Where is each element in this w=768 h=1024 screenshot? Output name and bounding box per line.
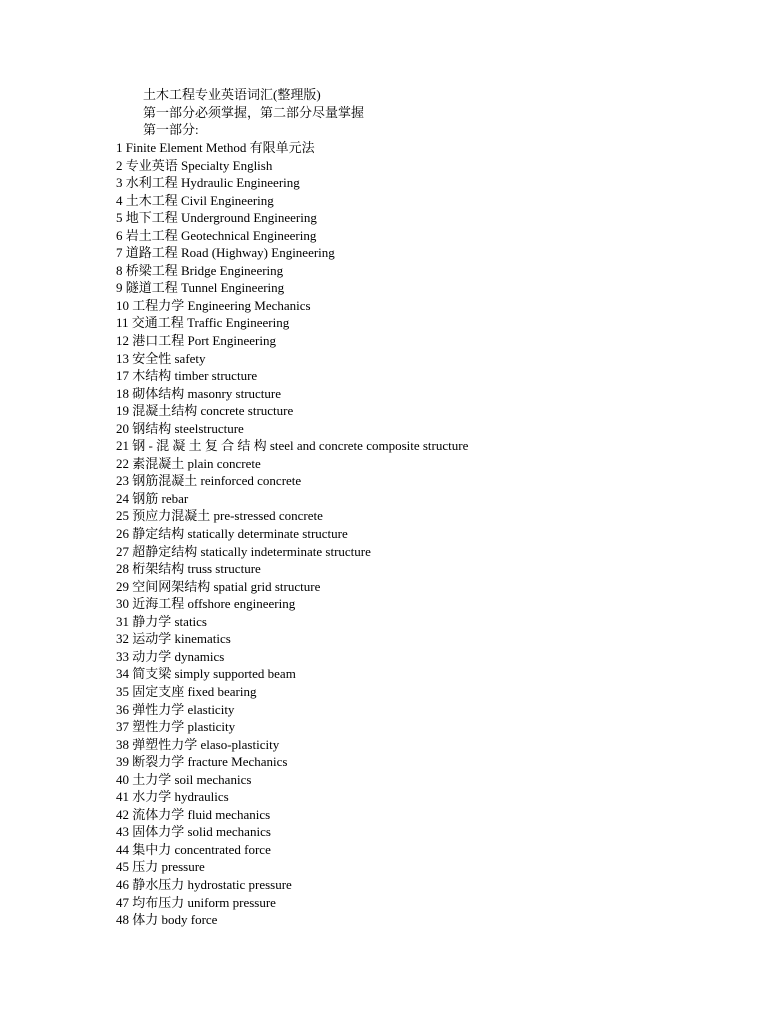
vocabulary-entry: 23 钢筋混凝土 reinforced concrete [116, 473, 302, 489]
vocabulary-entry: 11 交通工程 Traffic Engineering [116, 315, 290, 331]
vocabulary-entry: 25 预应力混凝土 pre-stressed concrete [116, 508, 323, 524]
vocabulary-entry: 48 体力 body force [116, 912, 218, 928]
vocabulary-entry: 39 断裂力学 fracture Mechanics [116, 754, 288, 770]
document-title: 土木工程专业英语词汇(整理版) [143, 87, 321, 102]
vocabulary-entry: 10 工程力学 Engineering Mechanics [116, 297, 311, 313]
vocabulary-entry: 37 塑性力学 plasticity [116, 719, 236, 735]
vocabulary-entry: 36 弹性力学 elasticity [116, 701, 235, 717]
vocabulary-entry: 46 静水压力 hydrostatic pressure [116, 876, 292, 892]
vocabulary-entry: 5 地下工程 Underground Engineering [116, 210, 317, 226]
vocabulary-entry: 44 集中力 concentrated force [116, 841, 271, 857]
vocabulary-entry: 26 静定结构 statically determinate structure [116, 526, 348, 542]
vocabulary-entry: 40 土力学 soil mechanics [116, 771, 252, 787]
vocabulary-entry: 38 弹塑性力学 elaso-plasticity [116, 736, 280, 752]
vocabulary-entry: 8 桥梁工程 Bridge Engineering [116, 262, 284, 278]
vocabulary-entry: 43 固体力学 solid mechanics [116, 824, 271, 840]
vocabulary-entry: 29 空间网架结构 spatial grid structure [116, 578, 321, 594]
vocabulary-list [116, 139, 468, 929]
vocabulary-entry: 47 均布压力 uniform pressure [116, 894, 276, 910]
vocabulary-entry: 42 流体力学 fluid mechanics [116, 806, 271, 822]
vocabulary-entry: 22 素混凝土 plain concrete [116, 455, 261, 471]
vocabulary-entry: 19 混凝土结构 concrete structure [116, 403, 294, 419]
vocabulary-entry: 31 静力学 statics [116, 613, 207, 629]
vocabulary-entry: 24 钢筋 rebar [116, 490, 189, 506]
section-heading: 第一部分: [143, 122, 199, 138]
vocabulary-entry: 34 简支梁 simply supported beam [116, 666, 296, 682]
vocabulary-entry: 17 木结构 timber structure [116, 368, 258, 384]
vocabulary-entry: 20 钢结构 steelstructure [116, 420, 244, 436]
vocabulary-entry: 2 专业英语 Specialty English [116, 157, 273, 173]
vocabulary-entry: 35 固定支座 fixed bearing [116, 683, 257, 699]
vocabulary-entry: 9 隧道工程 Tunnel Engineering [116, 280, 285, 296]
vocabulary-entry: 32 运动学 kinematics [116, 631, 231, 647]
vocabulary-entry: 4 土木工程 Civil Engineering [116, 192, 274, 208]
vocabulary-entry: 45 压力 pressure [116, 859, 205, 875]
document-subtitle: 第一部分必须掌握，第二部分尽量掌握 [143, 104, 365, 120]
vocabulary-entry: 21 钢 - 混 凝 土 复 合 结 构 steel and concrete composite structure [116, 438, 469, 454]
vocabulary-entry: 7 道路工程 Road (Highway) Engineering [116, 245, 335, 261]
vocabulary-entry: 27 超静定结构 statically indeterminate structure [116, 543, 371, 559]
vocabulary-entry: 6 岩土工程 Geotechnical Engineering [116, 227, 317, 243]
vocabulary-entry: 1 Finite Element Method 有限单元法 [116, 140, 315, 155]
vocabulary-entry: 28 桁架结构 truss structure [116, 561, 261, 577]
document-header [143, 86, 364, 139]
vocabulary-entry: 3 水利工程 Hydraulic Engineering [116, 175, 300, 191]
vocabulary-entry: 33 动力学 dynamics [116, 648, 225, 664]
vocabulary-entry: 30 近海工程 offshore engineering [116, 596, 296, 612]
vocabulary-entry: 41 水力学 hydraulics [116, 789, 229, 805]
vocabulary-entry: 18 砌体结构 masonry structure [116, 385, 282, 401]
vocabulary-entry: 13 安全性 safety [116, 350, 206, 366]
vocabulary-entry: 12 港口工程 Port Engineering [116, 333, 276, 349]
